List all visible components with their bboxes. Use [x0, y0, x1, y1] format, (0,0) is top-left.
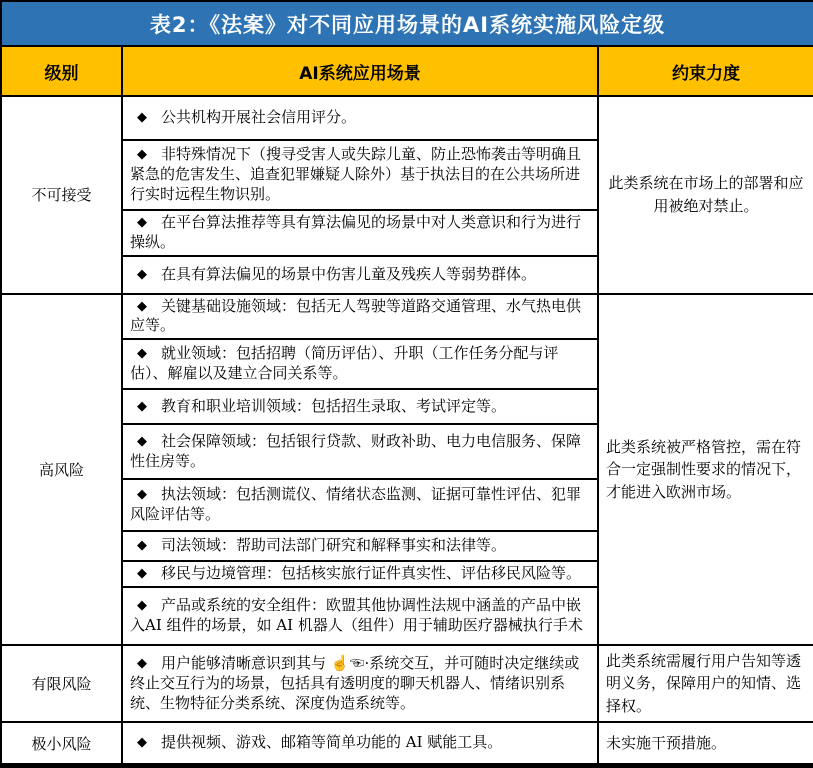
col-header-constraint: 约束力度 — [598, 46, 813, 96]
scenario-text: 非特殊情况下（搜寻受害人或失踪儿童、防止恐怖袭击等明确且紧急的危害发生、追查犯罪嫌疑人除外）基于执法目的在公共场所进行实时远程生物识别。 — [130, 145, 582, 203]
table-row — [1, 294, 813, 340]
scenario-text: 司法领域：帮助司法部门研究和解释事实和法律等。 — [161, 536, 507, 555]
scenario-cell — [122, 561, 598, 587]
col-header-level: 级别 — [1, 46, 122, 96]
diamond-bullet-icon: ◆ — [137, 656, 147, 672]
column-header-row — [1, 46, 813, 96]
scenario-cell — [122, 339, 598, 389]
diamond-bullet-icon: ◆ — [137, 487, 147, 503]
scenario-text: 产品或系统的安全组件：欧盟其他协调性法规中涵盖的产品中嵌入AI 组件的场景，如 AI 机器人（组件）用于辅助医疗器械执行手术 — [130, 596, 583, 634]
level-cell-limited-risk: 有限风险 — [1, 645, 122, 723]
diamond-bullet-icon: ◆ — [137, 735, 147, 751]
scenario-text: 关键基础设施领域：包括无人驾驶等道路交通管理、水气热电供应等。 — [130, 296, 582, 335]
col-header-scenario: AI系统应用场景 — [122, 46, 598, 96]
scenario-text: 在具有算法偏见的场景中伤害儿童及残疾人等弱势群体。 — [161, 264, 537, 283]
scenario-cell — [122, 587, 598, 645]
scenario-cell — [122, 424, 598, 479]
scenario-cell — [122, 256, 598, 294]
diamond-bullet-icon: ◆ — [137, 215, 147, 230]
scenario-cell — [122, 645, 598, 723]
title-row — [1, 1, 813, 46]
scenario-cell — [122, 96, 598, 140]
scenario-text: 移民与边境管理：包括核实旅行证件真实性、评估移民风险等。 — [161, 564, 582, 583]
scenario-cell — [122, 389, 598, 424]
scenario-cell — [122, 531, 598, 561]
constraint-cell-limited-risk: 此类系统需履行用户告知等透明义务，保障用户的知情、选择权。 — [598, 645, 813, 723]
table-row — [1, 645, 813, 723]
table-row — [1, 96, 813, 140]
constraint-cell-unacceptable: 此类系统在市场上的部署和应用被绝对禁止。 — [598, 96, 813, 294]
scenario-text: 就业领域：包括招聘（简历评估）、升职（工作任务分配与评估）、解雇以及建立合同关系等。 — [130, 344, 559, 383]
scenario-text: 在平台算法推荐等具有算法偏见的场景中对人类意识和行为进行操纵。 — [130, 213, 582, 251]
scenario-text: 用户能够清晰意识到其与 ☝☜·系统交互，并可随时决定继续或终止交互行为的场景，包括具有透明度的聊天机器人、情绪识别系统、生物特征分类系统、深度伪造系统等。 — [130, 654, 580, 712]
scenario-text: 社会保障领域：包括银行贷款、财政补助、电力电信服务、保障性住房等。 — [130, 431, 582, 470]
diamond-bullet-icon: ◆ — [137, 566, 147, 582]
level-cell-unacceptable: 不可接受 — [1, 96, 122, 294]
scenario-text: 提供视频、游戏、邮箱等简单功能的 AI 赋能工具。 — [161, 733, 503, 752]
diamond-bullet-icon: ◆ — [137, 346, 147, 362]
level-cell-high-risk: 高风险 — [1, 294, 122, 645]
diamond-bullet-icon: ◆ — [137, 298, 147, 314]
scenario-cell — [122, 294, 598, 340]
constraint-cell-high-risk: 此类系统被严格管控，需在符合一定强制性要求的情况下，才能进入欧洲市场。 — [598, 294, 813, 645]
diamond-bullet-icon: ◆ — [137, 110, 147, 126]
scenario-cell — [122, 140, 598, 210]
level-cell-minimal-risk: 极小风险 — [1, 722, 122, 765]
constraint-cell-minimal-risk: 未实施干预措施。 — [598, 722, 813, 765]
scenario-text: 教育和职业培训领域：包括招生录取、考试评定等。 — [161, 396, 507, 415]
scenario-cell — [122, 722, 598, 765]
table-row — [1, 722, 813, 765]
scenario-text: 公共机构开展社会信用评分。 — [161, 108, 357, 127]
scenario-text: 执法领域：包括测谎仪、情绪状态监测、证据可靠性评估、犯罪风险评估等。 — [130, 485, 582, 524]
diamond-bullet-icon: ◆ — [137, 398, 147, 414]
diamond-bullet-icon: ◆ — [137, 266, 147, 282]
diamond-bullet-icon: ◆ — [137, 538, 147, 554]
table-title: 表2：《法案》对不同应用场景的AI系统实施风险定级 — [1, 1, 813, 46]
scenario-cell — [122, 210, 598, 256]
diamond-bullet-icon: ◆ — [137, 598, 147, 614]
diamond-bullet-icon: ◆ — [137, 147, 147, 163]
diamond-bullet-icon: ◆ — [137, 433, 147, 449]
scenario-cell — [122, 479, 598, 531]
